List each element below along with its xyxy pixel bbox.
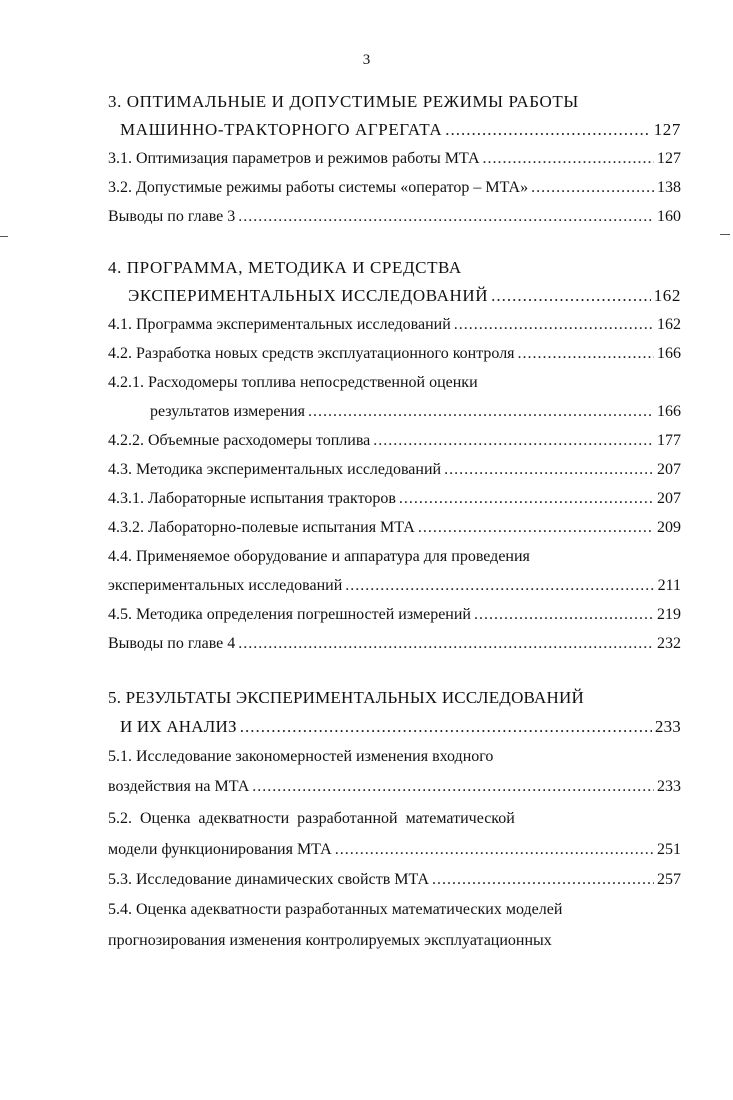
toc-entry-4-3-2: [108, 515, 681, 541]
toc-entry-5-2-cont: [108, 837, 681, 863]
scan-mark-right: [720, 234, 730, 235]
toc-entry-page: 211: [657, 577, 681, 594]
toc-entry-4-5: [108, 602, 681, 628]
toc-entry-label: 3.2. Допустимые режимы работы системы «оператор – МТА»: [108, 179, 529, 196]
toc-entry-page: 233: [654, 717, 681, 736]
dot-leader: [474, 602, 654, 628]
toc-entry-4-2-2: [108, 428, 681, 454]
toc-entry-label: 5. РЕЗУЛЬТАТЫ ЭКСПЕРИМЕНТАЛЬНЫХ ИССЛЕДОВАНИЙ: [108, 688, 584, 707]
toc-entry-label: 4.2.1. Расходомеры топлива непосредственной оценки: [108, 374, 478, 391]
toc-entry-conclusions-3: [108, 204, 681, 230]
dot-leader: [518, 341, 654, 367]
toc-entry-4-4-cont: [108, 573, 681, 599]
toc-entry-page: 138: [657, 179, 681, 196]
toc-entry-4-2: [108, 341, 681, 367]
dot-leader: [345, 573, 654, 599]
toc-entry-label: 4.4. Применяемое оборудование и аппаратура для проведения: [108, 548, 530, 565]
toc-entry-label: прогнозирования изменения контролируемых эксплуатационных: [108, 932, 552, 949]
toc-entry-page: 219: [657, 606, 681, 623]
dot-leader: [418, 515, 654, 541]
toc-entry-label: 4.3. Методика экспериментальных исследований: [108, 461, 442, 478]
dot-leader: [444, 457, 654, 483]
dot-leader: [483, 146, 655, 172]
toc-entry-page: 162: [657, 316, 681, 333]
toc-entry-5-1: [108, 744, 493, 770]
toc-entry-label: ЭКСПЕРИМЕНТАЛЬНЫХ ИССЛЕДОВАНИЙ: [128, 286, 489, 305]
toc-entry-page: 207: [657, 490, 681, 507]
toc-entry-5-4: [108, 897, 562, 923]
toc-entry-label: 4. ПРОГРАММА, МЕТОДИКА И СРЕДСТВА: [108, 258, 462, 277]
toc-entry-page: 160: [657, 208, 681, 225]
toc-entry-5-3: [108, 867, 681, 893]
toc-entry-4-2-1: [108, 370, 478, 396]
page-number: 3: [362, 52, 371, 68]
toc-entry-chapter-4-title-cont: [128, 283, 681, 309]
toc-entry-chapter-3-title-cont: [120, 117, 681, 143]
toc-entry-4-3-1: [108, 486, 681, 512]
toc-entry-label: И ИХ АНАЛИЗ: [120, 717, 237, 736]
dot-leader: [240, 714, 652, 740]
toc-entry-chapter-5-title-cont: [120, 714, 681, 740]
toc-entry-3-1: [108, 146, 681, 172]
toc-entry-label: 4.1. Программа экспериментальных исследований: [108, 316, 451, 333]
toc-entry-label: воздействия на МТА: [108, 778, 250, 795]
dot-leader: [454, 312, 654, 338]
toc-entry-conclusions-4: [108, 631, 681, 657]
toc-entry-label: 5.2. Оценка адекватности разработанной математической: [108, 810, 515, 827]
toc-entry-label: МАШИННО-ТРАКТОРНОГО АГРЕГАТА: [120, 120, 443, 139]
toc-entry-3-2: [108, 175, 681, 201]
toc-entry-4-3: [108, 457, 681, 483]
toc-entry-page: 207: [657, 461, 681, 478]
toc-entry-page: 166: [657, 345, 681, 362]
toc-entry-label: 3.1. Оптимизация параметров и режимов работы МТА: [108, 150, 480, 167]
dot-leader: [432, 867, 654, 893]
toc-entry-label: Выводы по главе 3: [108, 208, 236, 225]
toc-entry-page: 209: [657, 519, 681, 536]
toc-entry-page: 177: [657, 432, 681, 449]
toc-entry-page: 162: [653, 286, 681, 305]
dot-leader: [399, 486, 654, 512]
toc-entry-5-2: [108, 806, 515, 832]
toc-entry-5-1-cont: [108, 774, 681, 800]
toc-entry-label: Выводы по главе 4: [108, 635, 236, 652]
toc-entry-label: 5.1. Исследование закономерностей изменения входного: [108, 748, 494, 765]
toc-entry-label: 5.4. Оценка адекватности разработанных математических моделей: [108, 901, 563, 918]
toc-entry-label: результатов измерения: [150, 403, 305, 420]
toc-entry-label: 4.2. Разработка новых средств эксплуатационного контроля: [108, 345, 515, 362]
toc-entry-page: 127: [657, 150, 681, 167]
dot-leader: [445, 117, 650, 143]
toc-entry-page: 127: [653, 120, 681, 139]
toc-entry-label: 4.3.1. Лабораторные испытания тракторов: [108, 490, 396, 507]
dot-leader: [308, 399, 654, 425]
dot-leader: [238, 631, 654, 657]
toc-entry-label: 3. ОПТИМАЛЬНЫЕ И ДОПУСТИМЫЕ РЕЖИМЫ РАБОТЫ: [108, 92, 579, 111]
toc-entry-label: модели функционирования МТА: [108, 841, 332, 858]
dot-leader: [373, 428, 654, 454]
toc-entry-label: 5.3. Исследование динамических свойств МТА: [108, 871, 429, 888]
toc-entry-4-1: [108, 312, 681, 338]
toc-entry-chapter-3-title: [108, 89, 579, 115]
dot-leader: [531, 175, 654, 201]
toc-entry-page: 232: [657, 635, 681, 652]
dot-leader: [238, 204, 654, 230]
scan-mark-left: [0, 236, 8, 237]
toc-entry-page: 166: [657, 403, 681, 420]
toc-entry-page: 251: [657, 841, 681, 858]
dot-leader: [335, 837, 654, 863]
toc-entry-page: 257: [657, 871, 681, 888]
toc-entry-5-4-cont: [108, 928, 552, 954]
toc-entry-chapter-4-title: [108, 255, 462, 281]
toc-entry-4-2-1-cont: [150, 399, 681, 425]
toc-entry-label: 4.3.2. Лабораторно-полевые испытания МТА: [108, 519, 415, 536]
toc-entry-label: 4.2.2. Объемные расходомеры топлива: [108, 432, 371, 449]
dot-leader: [491, 283, 651, 309]
toc-entry-label: экспериментальных исследований: [108, 577, 343, 594]
dot-leader: [252, 774, 654, 800]
toc-entry-4-4: [108, 544, 530, 570]
toc-entry-label: 4.5. Методика определения погрешностей измерений: [108, 606, 471, 623]
toc-entry-page: 233: [657, 778, 681, 795]
toc-entry-chapter-5-title: [108, 685, 584, 711]
